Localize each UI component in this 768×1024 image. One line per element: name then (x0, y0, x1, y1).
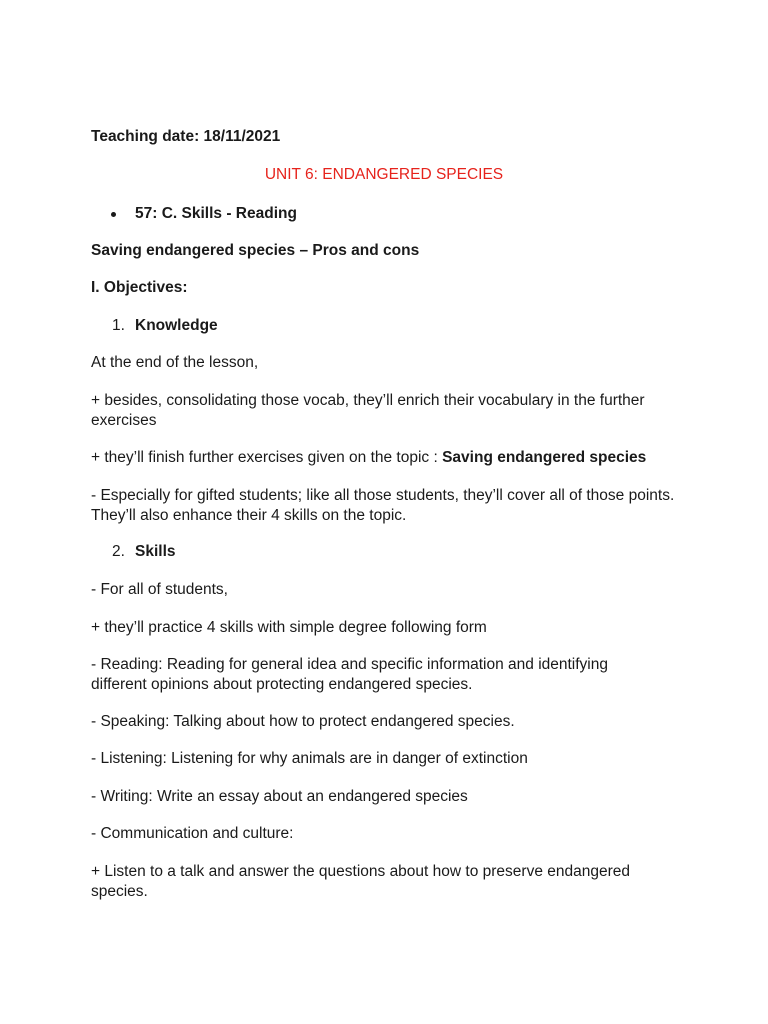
skills-for-all: - For all of students, (91, 581, 228, 598)
lesson-label: 57: C. Skills - Reading (135, 205, 297, 222)
lesson-topic: Saving endangered species – Pros and cons (91, 242, 420, 259)
skills-heading-label: Skills (135, 543, 176, 560)
skills-listening: - Listening: Listening for why animals are in danger of extinction (91, 750, 528, 767)
knowledge-heading-label: Knowledge (135, 317, 218, 334)
knowledge-point-vocabulary: + besides, consolidating those vocab, they’ll enrich their vocabulary in the further exercises (91, 392, 645, 429)
knowledge-point-exercises (91, 448, 691, 468)
skills-listen-talk: + Listen to a talk and answer the questions about how to preserve endangered species. (91, 863, 630, 900)
unit-title: UNIT 6: ENDANGERED SPECIES (264, 166, 504, 183)
skills-heading (91, 542, 695, 562)
knowledge-point-exercises-text: + they’ll finish further exercises given on the topic : (91, 449, 443, 466)
knowledge-point-exercises-topic: Saving endangered species (442, 449, 647, 466)
knowledge-heading (91, 316, 695, 336)
objectives-heading: I. Objectives: (91, 279, 188, 296)
teaching-date: Teaching date: 18/11/2021 (91, 128, 281, 145)
knowledge-intro: At the end of the lesson, (91, 354, 259, 371)
bullet-dot-icon (111, 212, 116, 217)
skills-number: 2. (112, 543, 125, 560)
knowledge-point-gifted: - Especially for gifted students; like all those students, they’ll cover all of those points. They’ll also enhance their 4 skills on the topic. (91, 487, 675, 524)
skills-communication: - Communication and culture: (91, 825, 294, 842)
skills-writing: - Writing: Write an essay about an endangered species (91, 788, 468, 805)
lesson-bullet-item (91, 204, 695, 224)
skills-reading: - Reading: Reading for general idea and specific information and identifying different opinions about protecting endangered species. (91, 656, 608, 693)
knowledge-number: 1. (112, 317, 125, 334)
skills-speaking: - Speaking: Talking about how to protect endangered species. (91, 713, 515, 730)
skills-practice: + they’ll practice 4 skills with simple degree following form (91, 619, 487, 636)
